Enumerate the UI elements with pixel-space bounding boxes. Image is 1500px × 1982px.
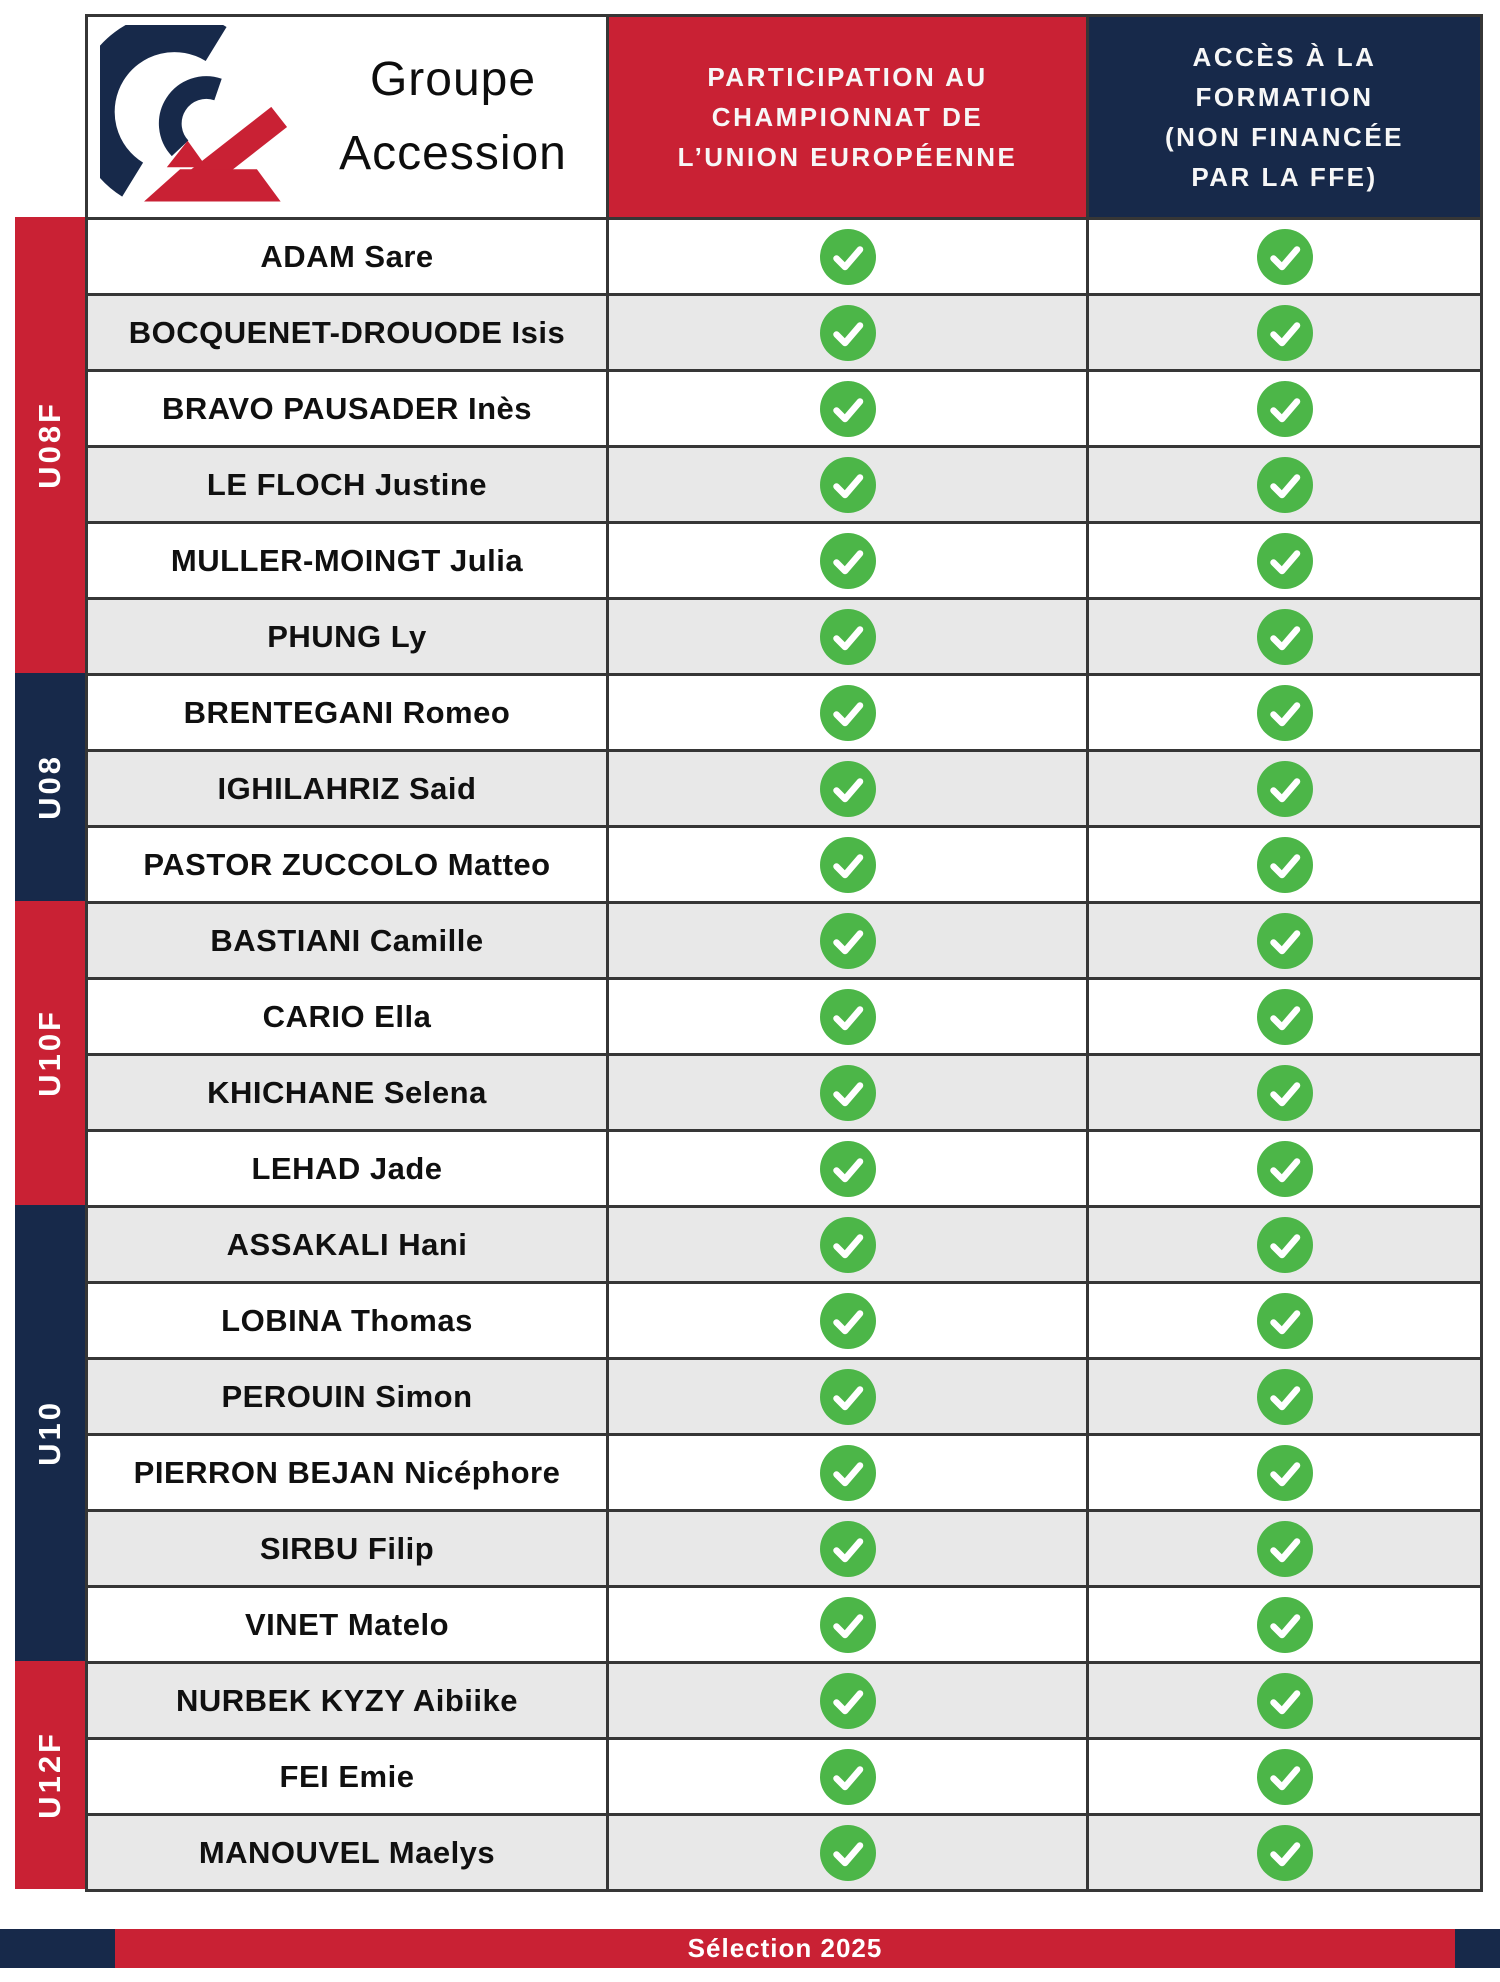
table-row <box>88 1585 1480 1661</box>
check-circle-icon <box>1257 913 1313 969</box>
participation-cell <box>606 1737 1086 1813</box>
player-name-cell: FEI Emie <box>88 1737 606 1813</box>
check-circle-icon <box>1257 229 1313 285</box>
header-line: PARTICIPATION AU <box>707 62 988 92</box>
formation-cell <box>1086 1737 1480 1813</box>
participation-cell <box>606 977 1086 1053</box>
table-row <box>88 825 1480 901</box>
participation-cell <box>606 1433 1086 1509</box>
participation-cell <box>606 369 1086 445</box>
formation-cell <box>1086 1205 1480 1281</box>
band-label: U08 <box>32 754 67 820</box>
check-circle-icon <box>820 609 876 665</box>
participation-cell <box>606 445 1086 521</box>
participation-cell <box>606 521 1086 597</box>
check-circle-icon <box>1257 1521 1313 1577</box>
check-circle-icon <box>1257 305 1313 361</box>
player-name-cell: BOCQUENET-DROUODE Isis <box>88 293 606 369</box>
check-circle-icon <box>1257 1597 1313 1653</box>
formation-cell <box>1086 673 1480 749</box>
header-line: CHAMPIONNAT DE <box>711 102 984 132</box>
check-circle-icon <box>820 837 876 893</box>
footer-navy-left <box>0 1929 115 1968</box>
table-row <box>88 369 1480 445</box>
player-name-cell: PIERRON BEJAN Nicéphore <box>88 1433 606 1509</box>
formation-cell <box>1086 445 1480 521</box>
formation-cell <box>1086 1585 1480 1661</box>
player-name-cell: MANOUVEL Maelys <box>88 1813 606 1889</box>
check-circle-icon <box>1257 381 1313 437</box>
table-row <box>88 673 1480 749</box>
check-circle-icon <box>820 1673 876 1729</box>
participation-cell <box>606 1053 1086 1129</box>
org-title <box>306 43 600 191</box>
org-title-line2: Accession <box>339 127 567 180</box>
org-header-cell <box>88 17 606 217</box>
formation-cell <box>1086 977 1480 1053</box>
table-row <box>88 901 1480 977</box>
player-name-cell: LE FLOCH Justine <box>88 445 606 521</box>
check-circle-icon <box>820 457 876 513</box>
player-name-cell: BRENTEGANI Romeo <box>88 673 606 749</box>
formation-cell <box>1086 825 1480 901</box>
table-header <box>88 17 1480 217</box>
band-label: U10F <box>32 1009 67 1097</box>
player-name-cell: MULLER-MOINGT Julia <box>88 521 606 597</box>
formation-cell <box>1086 1281 1480 1357</box>
participation-cell <box>606 1205 1086 1281</box>
header-line: FORMATION <box>1195 82 1374 112</box>
participation-cell <box>606 597 1086 673</box>
table-row <box>88 597 1480 673</box>
formation-cell <box>1086 1433 1480 1509</box>
formation-cell <box>1086 217 1480 293</box>
player-name-cell: LEHAD Jade <box>88 1129 606 1205</box>
selection-table <box>85 14 1483 1892</box>
formation-cell <box>1086 1129 1480 1205</box>
player-name-cell: LOBINA Thomas <box>88 1281 606 1357</box>
table-row <box>88 1053 1480 1129</box>
table-row <box>88 749 1480 825</box>
check-circle-icon <box>820 685 876 741</box>
player-name-cell: BRAVO PAUSADER Inès <box>88 369 606 445</box>
check-circle-icon <box>1257 1749 1313 1805</box>
check-circle-icon <box>1257 1065 1313 1121</box>
check-circle-icon <box>1257 989 1313 1045</box>
check-circle-icon <box>820 381 876 437</box>
header-line: ACCÈS À LA <box>1192 42 1377 72</box>
check-circle-icon <box>1257 533 1313 589</box>
check-circle-icon <box>820 1825 876 1881</box>
participation-cell <box>606 1129 1086 1205</box>
participation-cell <box>606 1357 1086 1433</box>
check-circle-icon <box>1257 761 1313 817</box>
participation-cell <box>606 1661 1086 1737</box>
check-circle-icon <box>820 761 876 817</box>
participation-cell <box>606 1813 1086 1889</box>
table-row <box>88 1357 1480 1433</box>
check-circle-icon <box>1257 609 1313 665</box>
table-body <box>88 217 1480 1889</box>
formation-cell <box>1086 749 1480 825</box>
check-circle-icon <box>1257 685 1313 741</box>
player-name-cell: KHICHANE Selena <box>88 1053 606 1129</box>
group-band <box>15 217 85 1889</box>
player-name-cell: PASTOR ZUCCOLO Matteo <box>88 825 606 901</box>
band-segment-u08 <box>15 673 85 901</box>
footer-navy-right <box>1455 1929 1500 1968</box>
participation-cell <box>606 1585 1086 1661</box>
table-row <box>88 521 1480 597</box>
table-row <box>88 293 1480 369</box>
participation-cell <box>606 293 1086 369</box>
check-circle-icon <box>820 305 876 361</box>
check-circle-icon <box>820 1065 876 1121</box>
formation-cell <box>1086 293 1480 369</box>
check-circle-icon <box>1257 1369 1313 1425</box>
table-row <box>88 1281 1480 1357</box>
formation-cell <box>1086 369 1480 445</box>
org-title-line1: Groupe <box>369 53 537 106</box>
player-name-cell: PHUNG Ly <box>88 597 606 673</box>
formation-cell <box>1086 1813 1480 1889</box>
band-label: U08F <box>32 401 67 489</box>
check-circle-icon <box>820 1749 876 1805</box>
formation-cell <box>1086 1357 1480 1433</box>
formation-cell <box>1086 1053 1480 1129</box>
footer-red-strip <box>115 1929 1455 1968</box>
footer-bar <box>0 1929 1500 1968</box>
player-name-cell: ASSAKALI Hani <box>88 1205 606 1281</box>
check-circle-icon <box>820 913 876 969</box>
logo-inner-arc <box>170 87 218 148</box>
band-label: U12F <box>32 1731 67 1819</box>
table-row <box>88 1813 1480 1889</box>
participation-cell <box>606 673 1086 749</box>
player-name-cell: IGHILAHRIZ Said <box>88 749 606 825</box>
participation-cell <box>606 1509 1086 1585</box>
header-line: PAR LA FFE) <box>1191 162 1378 192</box>
check-circle-icon <box>1257 837 1313 893</box>
formation-cell <box>1086 1661 1480 1737</box>
band-segment-u10 <box>15 1205 85 1661</box>
participation-cell <box>606 217 1086 293</box>
check-circle-icon <box>1257 1445 1313 1501</box>
check-circle-icon <box>820 1217 876 1273</box>
logo-red-base <box>144 169 281 201</box>
band-segment-u10f <box>15 901 85 1205</box>
table-row <box>88 1661 1480 1737</box>
table-row <box>88 1205 1480 1281</box>
table-row <box>88 1737 1480 1813</box>
check-circle-icon <box>820 1597 876 1653</box>
header-line: (NON FINANCÉE <box>1164 122 1405 152</box>
check-circle-icon <box>820 989 876 1045</box>
player-name-cell: ADAM Sare <box>88 217 606 293</box>
table-row <box>88 1433 1480 1509</box>
formation-cell <box>1086 901 1480 977</box>
check-circle-icon <box>1257 1293 1313 1349</box>
check-circle-icon <box>820 1369 876 1425</box>
participation-cell <box>606 901 1086 977</box>
formation-cell <box>1086 521 1480 597</box>
check-circle-icon <box>820 229 876 285</box>
player-name-cell: NURBEK KYZY Aibiike <box>88 1661 606 1737</box>
check-circle-icon <box>1257 1217 1313 1273</box>
check-circle-icon <box>820 1293 876 1349</box>
table-row <box>88 217 1480 293</box>
formation-cell <box>1086 1509 1480 1585</box>
check-circle-icon <box>1257 457 1313 513</box>
participation-cell <box>606 1281 1086 1357</box>
formation-cell <box>1086 597 1480 673</box>
check-circle-icon <box>1257 1673 1313 1729</box>
table-row <box>88 977 1480 1053</box>
participation-cell <box>606 749 1086 825</box>
header-line: L’UNION EUROPÉENNE <box>677 142 1018 172</box>
header-col-participation <box>606 17 1086 217</box>
player-name-cell: VINET Matelo <box>88 1585 606 1661</box>
table-row <box>88 1129 1480 1205</box>
header-col-formation <box>1086 17 1480 217</box>
footer-text: Sélection 2025 <box>687 1933 883 1963</box>
check-circle-icon <box>820 1521 876 1577</box>
table-row <box>88 1509 1480 1585</box>
player-name-cell: PEROUIN Simon <box>88 1357 606 1433</box>
check-circle-icon <box>1257 1825 1313 1881</box>
check-circle-icon <box>820 1445 876 1501</box>
player-name-cell: CARIO Ella <box>88 977 606 1053</box>
band-segment-u08f <box>15 217 85 673</box>
table-row <box>88 445 1480 521</box>
participation-cell <box>606 825 1086 901</box>
check-circle-icon <box>1257 1141 1313 1197</box>
check-circle-icon <box>820 533 876 589</box>
groupe-accession-logo-icon <box>94 21 306 213</box>
band-label: U10 <box>32 1400 67 1466</box>
player-name-cell: BASTIANI Camille <box>88 901 606 977</box>
band-segment-u12f <box>15 1661 85 1889</box>
check-circle-icon <box>820 1141 876 1197</box>
player-name-cell: SIRBU Filip <box>88 1509 606 1585</box>
